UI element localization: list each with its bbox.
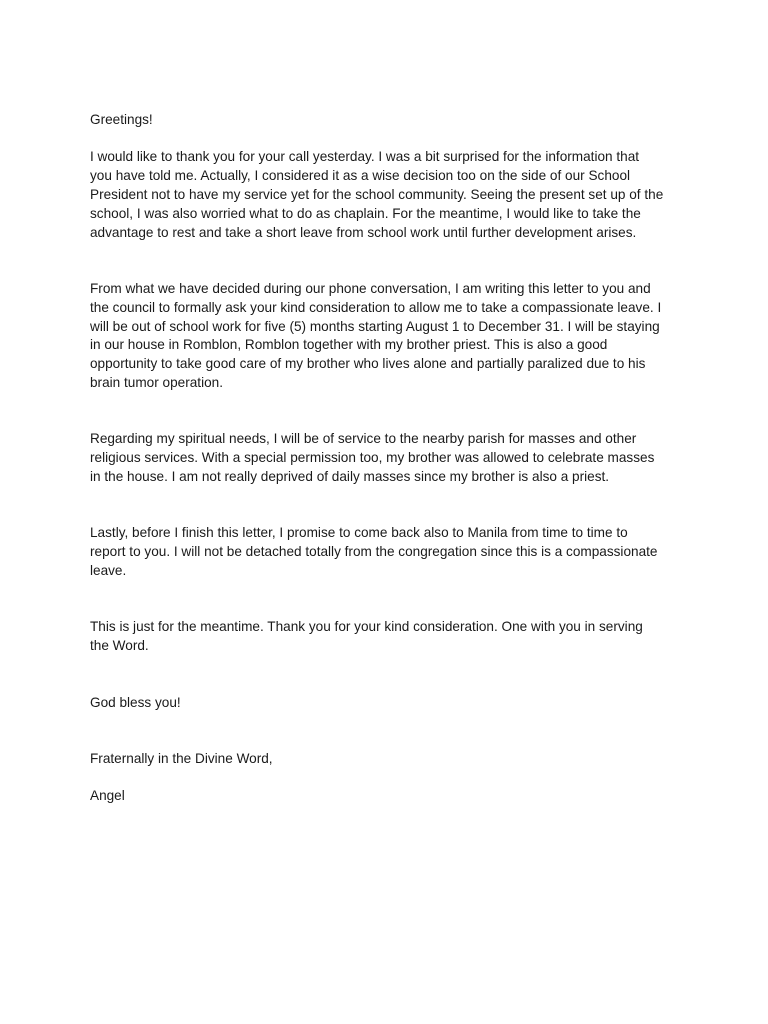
greeting: Greetings!: [90, 111, 153, 127]
letter-body: [90, 92, 680, 825]
paragraph-spiritual-needs: Regarding my spiritual needs, I will be of service to the nearby parish for masses and other religious services. With a special permission too, my brother was allowed to celebrate masses in the house. I am not really deprived of daily masses since my brother is also a priest.: [90, 431, 655, 484]
paragraph-meantime: This is just for the meantime. Thank you for your kind consideration. One with you in serving the Word.: [90, 619, 643, 654]
paragraph-return-promise: Lastly, before I finish this letter, I promise to come back also to Manila from time to time to report to you. I will not be detached totally from the congregation since this is a compassionate leave.: [90, 525, 658, 578]
signature: Angel: [90, 788, 125, 804]
closing: Fraternally in the Divine Word,: [90, 750, 273, 766]
paragraph-leave-request: From what we have decided during our phone conversation, I am writing this letter to you and the council to formally ask your kind consideration to allow me to take a compassionate leave. I will be out of school work for five (5) months starting August 1 to December 31. I will be staying in our house in Romblon, Romblon together with my brother priest. This is also a good opportunity to take good care of my brother who lives alone and partially paralized due to his brain tumor operation.: [90, 280, 662, 390]
paragraph-thanks: I would like to thank you for your call yesterday. I was a bit surprised for the information that you have told me. Actually, I considered it as a wise decision too on the side of our School President not to have my service yet for the school community. Seeing the present set up of the school, I was also worried what to do as chaplain. For the meantime, I would like to take the advantage to rest and take a short leave from school work until further development arises.: [90, 149, 664, 240]
paragraph-blessing: God bless you!: [90, 694, 181, 710]
